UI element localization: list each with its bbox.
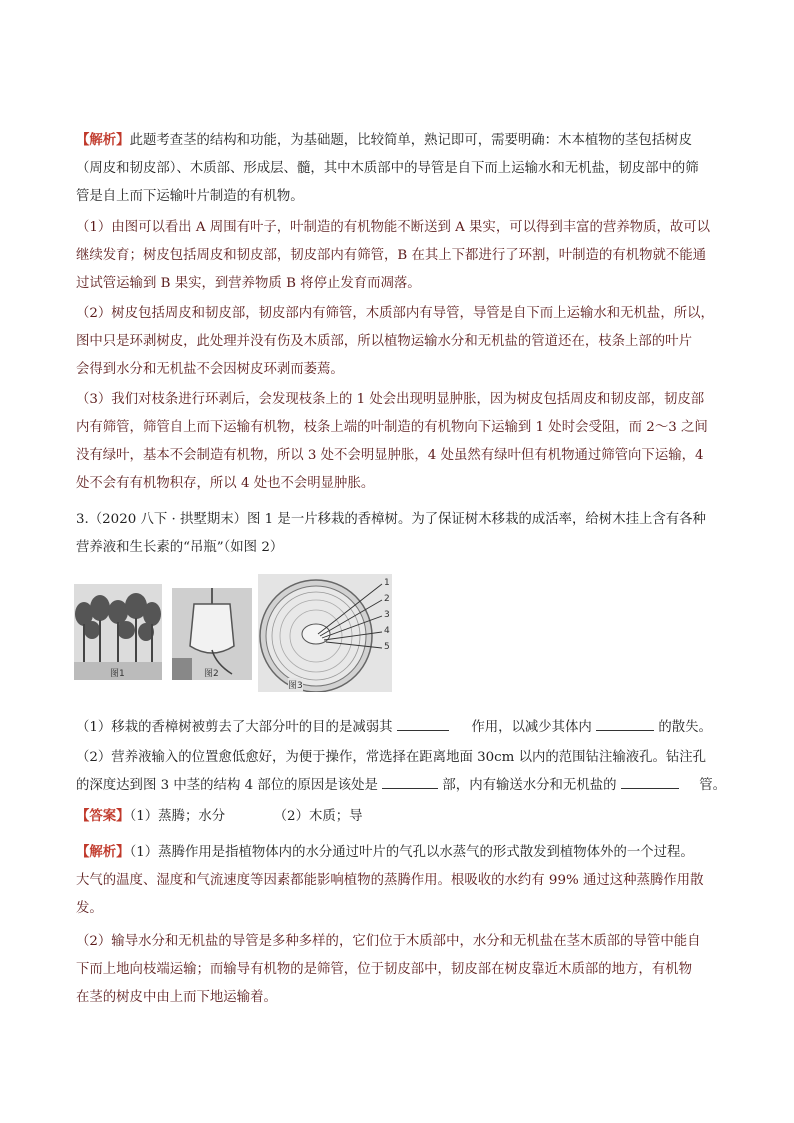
text-line: （1）由图可以看出 A 周围有叶子，叶制造的有机物能不断送到 A 果实，可以得到丰富的营养物质，故可以 (76, 220, 711, 235)
stem-cross-section-illustration (258, 574, 392, 692)
figure-3-stem-cross-section (258, 574, 392, 692)
figure-3-number: 2 (384, 594, 390, 604)
figure-1-trees (74, 584, 162, 680)
text-line: 发。 (76, 901, 103, 916)
text-line: （周皮和韧皮部）、木质部、形成层、髓，其中木质部中的导管是自下而上运输水和无机盐，韧皮部中的筛 (76, 161, 699, 176)
text-line: 在茎的树皮中由上而下地运输着。 (76, 990, 277, 1005)
text-line: 处不会有有机物积存，所以 4 处也不会明显肿胀。 (76, 476, 375, 491)
answer-label: 【答案】 (76, 808, 130, 824)
text-line: 会得到水分和无机盐不会因树皮环剥而萎蔫。 (76, 362, 344, 377)
figure-row (74, 574, 394, 692)
sub-question-1 (76, 714, 716, 742)
answer-blank[interactable] (596, 716, 654, 731)
text-line: 过试管运输到 B 果实，到营养物质 B 将停止发育而凋落。 (76, 276, 421, 291)
analysis-block-6 (76, 928, 716, 1012)
text-line: （2）树皮包括周皮和韧皮部，韧皮部内有筛管，木质部内有导管，导管是自下而上运输水和无机盐，所以， (76, 306, 714, 321)
answer-part-1: （1）蒸腾；水分 (129, 809, 226, 824)
text-segment: 管。 (699, 778, 727, 793)
figure-3-number: 4 (384, 626, 390, 636)
text-line: 内有筛管，筛管自上而下运输有机物，枝条上端的叶制造的有机物向下运输到 1 处时会受阻，而 2～3 之间 (76, 420, 708, 435)
analysis-block-5 (76, 838, 716, 923)
analysis-block-4 (76, 386, 716, 498)
text-line: 营养液和生长素的“吊瓶”（如图 2） (76, 540, 284, 555)
text-segment: 的散失。 (658, 720, 712, 735)
text-segment: 部，内有输送水分和无机盐的 (442, 778, 617, 793)
answer-block (76, 802, 716, 831)
text-line: 3.（2020 八下 · 拱墅期末）图 1 是一片移栽的香樟树。为了保证树木移栽的成活率，给树木挂上含有各种 (76, 512, 706, 527)
question-3 (76, 506, 716, 562)
text-line: 此题考查茎的结构和功能，为基础题，比较简单，熟记即可，需要明确：木本植物的茎包括树皮 (129, 133, 692, 148)
text-line: （2）营养液输入的位置愈低愈好，为便于操作，常选择在距离地面 30cm 以内的范围钻注输液孔。钻注孔 (76, 750, 707, 765)
figure-2-label: 图2 (204, 669, 219, 679)
text-segment: （1）移栽的香樟树被剪去了大部分叶的目的是减弱其 (76, 720, 393, 735)
figure-2-iv-bag (172, 588, 252, 680)
text-line: 没有绿叶，基本不会制造有机物，所以 3 处不会明显肿胀，4 处虽然有绿叶但有机物通过筛管向下运输，4 (76, 448, 704, 463)
text-line: 管是自上而下运输叶片制造的有机物。 (76, 189, 304, 204)
text-segment: 的深度达到图 3 中茎的结构 4 部位的原因是该处是 (76, 778, 378, 793)
text-line: 继续发育；树皮包括周皮和韧皮部，韧皮部内有筛管，B 在其上下都进行了环割，叶制造的有机物就不能通 (76, 248, 707, 263)
text-line: （1）蒸腾作用是指植物体内的水分通过叶片的气孔以水蒸气的形式散发到植物体外的一个过程。 (129, 845, 694, 860)
answer-blank[interactable] (397, 716, 449, 731)
text-line: 下而上地向枝端运输；而输导有机物的是筛管，位于韧皮部中，韧皮部在树皮靠近木质部的地方，有机物 (76, 962, 692, 977)
text-segment: 作用，以减少其体内 (471, 720, 592, 735)
answer-blank[interactable] (621, 774, 679, 789)
analysis-block-1 (76, 126, 716, 211)
analysis-label: 【解析】 (76, 844, 130, 860)
analysis-block-2 (76, 214, 716, 298)
analysis-label: 【解析】 (76, 132, 130, 148)
text-line: （2）输导水分和无机盐的导管是多种多样的，它们位于木质部中，水分和无机盐在茎木质部的导管中能自 (76, 934, 701, 949)
sub-question-2 (76, 744, 727, 800)
answer-blank[interactable] (382, 774, 438, 789)
figure-3-label: 图3 (288, 678, 303, 691)
text-line: （3）我们对枝条进行环剥后，会发现枝条上的 1 处会出现明显肿胀，因为树皮包括周皮和韧皮部，韧皮部 (76, 392, 705, 407)
text-line: 图中只是环剥树皮，此处理并没有伤及木质部，所以植物运输水分和无机盐的管道还在，枝条上部的叶片 (76, 334, 692, 349)
figure-1-label: 图1 (110, 669, 125, 679)
answer-part-2: （2）木质；导 (273, 809, 363, 824)
figure-3-number: 3 (384, 610, 390, 620)
text-line: 大气的温度、湿度和气流速度等因素都能影响植物的蒸腾作用。根吸收的水约有 99% 通过这种蒸腾作用散 (76, 873, 704, 888)
figure-3-number: 5 (384, 642, 390, 652)
figure-3-number: 1 (384, 578, 390, 588)
analysis-block-3 (76, 300, 716, 384)
